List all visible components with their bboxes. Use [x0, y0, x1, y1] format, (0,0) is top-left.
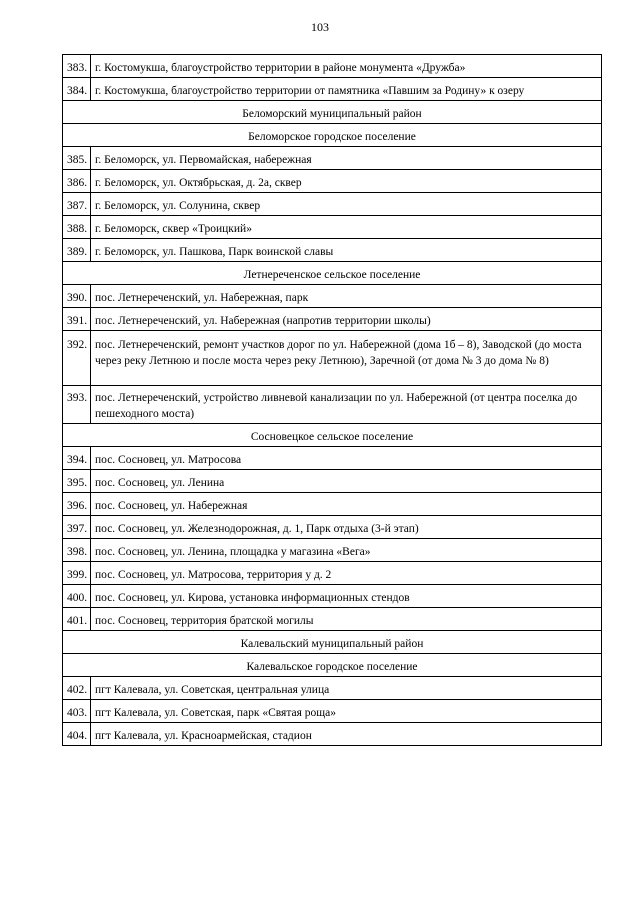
- section-title: Беломорский муниципальный район: [63, 101, 602, 124]
- table-row: [63, 470, 602, 493]
- row-description: г. Беломорск, ул. Пашкова, Парк воинской славы: [91, 239, 602, 262]
- row-number: 400.: [63, 585, 91, 608]
- row-description: пос. Летнереченский, устройство ливневой канализации по ул. Набережной (от центра поселка до пешеходного моста): [91, 386, 602, 424]
- row-number: 389.: [63, 239, 91, 262]
- registry-table: [62, 54, 602, 746]
- section-title: Летнереченское сельское поселение: [63, 262, 602, 285]
- row-number: 383.: [63, 55, 91, 78]
- table-row: [63, 585, 602, 608]
- section-header-row: [63, 654, 602, 677]
- row-description: пос. Сосновец, ул. Матросова, территория у д. 2: [91, 562, 602, 585]
- row-number: 401.: [63, 608, 91, 631]
- table-row: [63, 447, 602, 470]
- row-number: 384.: [63, 78, 91, 101]
- section-header-row: [63, 424, 602, 447]
- row-description: пос. Летнереченский, ремонт участков дорог по ул. Набережной (дома 1б – 8), Заводской (до моста через реку Летнюю и после моста через реку Летнюю), Заречной (от дома № 3 до дома № 8): [91, 331, 602, 386]
- table-row: [63, 516, 602, 539]
- row-description: пос. Сосновец, ул. Набережная: [91, 493, 602, 516]
- row-description: г. Беломорск, ул. Октябрьская, д. 2а, сквер: [91, 170, 602, 193]
- section-header-row: [63, 101, 602, 124]
- row-number: 398.: [63, 539, 91, 562]
- row-description: пгт Калевала, ул. Красноармейская, стадион: [91, 723, 602, 746]
- table-row: [63, 55, 602, 78]
- row-description: г. Беломорск, сквер «Троицкий»: [91, 216, 602, 239]
- table-row: [63, 331, 602, 386]
- page-number: 103: [311, 20, 329, 34]
- row-description: пос. Сосновец, ул. Кирова, установка информационных стендов: [91, 585, 602, 608]
- table-row: [63, 193, 602, 216]
- row-number: 399.: [63, 562, 91, 585]
- row-number: 391.: [63, 308, 91, 331]
- row-description: г. Беломорск, ул. Первомайская, набережная: [91, 147, 602, 170]
- row-number: 388.: [63, 216, 91, 239]
- table-row: [63, 170, 602, 193]
- row-description: пос. Летнереченский, ул. Набережная (напротив территории школы): [91, 308, 602, 331]
- row-number: 403.: [63, 700, 91, 723]
- table-row: [63, 677, 602, 700]
- row-number: 396.: [63, 493, 91, 516]
- row-number: 394.: [63, 447, 91, 470]
- table-row: [63, 147, 602, 170]
- section-title: Калевальский муниципальный район: [63, 631, 602, 654]
- table-row: [63, 700, 602, 723]
- table-row: [63, 493, 602, 516]
- row-description: пос. Сосновец, ул. Ленина: [91, 470, 602, 493]
- table-row: [63, 239, 602, 262]
- table-row: [63, 562, 602, 585]
- table-row: [63, 285, 602, 308]
- table-row: [63, 216, 602, 239]
- row-number: 387.: [63, 193, 91, 216]
- row-number: 392.: [63, 331, 91, 386]
- row-number: 390.: [63, 285, 91, 308]
- section-header-row: [63, 262, 602, 285]
- section-title: Калевальское городское поселение: [63, 654, 602, 677]
- row-number: 386.: [63, 170, 91, 193]
- table-row: [63, 539, 602, 562]
- row-description: г. Костомукша, благоустройство территории в районе монумента «Дружба»: [91, 55, 602, 78]
- table-row: [63, 723, 602, 746]
- row-number: 404.: [63, 723, 91, 746]
- row-description: пос. Сосновец, ул. Ленина, площадка у магазина «Вега»: [91, 539, 602, 562]
- row-description: пос. Сосновец, ул. Матросова: [91, 447, 602, 470]
- row-description: пгт Калевала, ул. Советская, центральная улица: [91, 677, 602, 700]
- row-number: 397.: [63, 516, 91, 539]
- row-description: пгт Калевала, ул. Советская, парк «Святая роща»: [91, 700, 602, 723]
- row-number: 393.: [63, 386, 91, 424]
- section-header-row: [63, 124, 602, 147]
- row-description: пос. Сосновец, территория братской могилы: [91, 608, 602, 631]
- table-row: [63, 608, 602, 631]
- row-description: г. Беломорск, ул. Солунина, сквер: [91, 193, 602, 216]
- row-number: 402.: [63, 677, 91, 700]
- row-description: пос. Сосновец, ул. Железнодорожная, д. 1, Парк отдыха (3-й этап): [91, 516, 602, 539]
- table-row: [63, 386, 602, 424]
- table-row: [63, 78, 602, 101]
- registry-table-body: [63, 55, 602, 746]
- row-description: г. Костомукша, благоустройство территории от памятника «Павшим за Родину» к озеру: [91, 78, 602, 101]
- row-number: 385.: [63, 147, 91, 170]
- section-header-row: [63, 631, 602, 654]
- row-number: 395.: [63, 470, 91, 493]
- row-description: пос. Летнереченский, ул. Набережная, парк: [91, 285, 602, 308]
- section-title: Беломорское городское поселение: [63, 124, 602, 147]
- table-row: [63, 308, 602, 331]
- section-title: Сосновецкое сельское поселение: [63, 424, 602, 447]
